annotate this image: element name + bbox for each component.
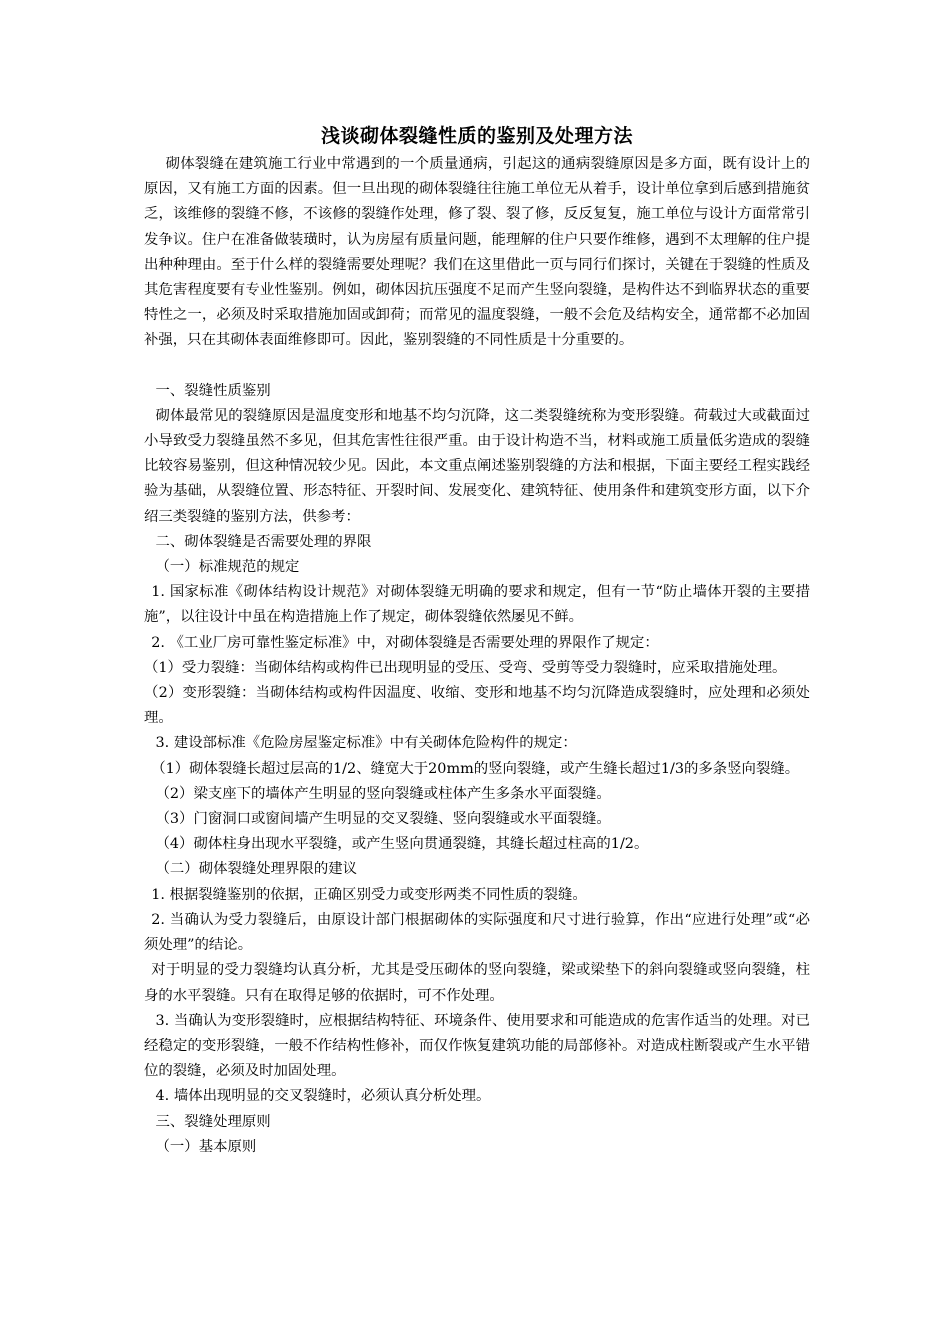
list-item: （1）受力裂缝：当砌体结构或构件已出现明显的受压、受弯、受剪等受力裂缝时，应采取措施处理。 xyxy=(144,659,787,676)
blank-line xyxy=(144,354,810,379)
list-item: （3）门窗洞口或窗间墙产生明显的交叉裂缝、竖向裂缝或水平面裂缝。 xyxy=(155,811,611,828)
section-heading-1: 一、裂缝性质鉴别 xyxy=(155,382,271,399)
list-item: 1. 国家标准《砌体结构设计规范》对砌体裂缝无明确的要求和规定，但有一节“防止墙体开裂的主要措施”，以往设计中虽在构造措施上作了规定，砌体裂缝依然屡见不鲜。 xyxy=(144,584,810,626)
list-item: （2）变形裂缝：当砌体结构或构件因温度、收缩、变形和地基不均匀沉降造成裂缝时，应处理和必须处理。 xyxy=(144,685,810,727)
list-item: 2. 《工业厂房可靠性鉴定标准》中，对砌体裂缝是否需要处理的界限作了规定： xyxy=(151,634,659,651)
section-heading-3: 三、裂缝处理原则 xyxy=(155,1113,271,1130)
list-item: （1）砌体裂缝长超过层高的1/2、缝宽大于20mm的竖向裂缝，或产生缝长超过1/3的多条竖向裂缝。 xyxy=(151,760,800,777)
intro-paragraph: 砌体裂缝在建筑施工行业中常遇到的一个质量通病，引起这的通病裂缝原因是多方面，既有设计上的原因，又有施工方面的因素。但一旦出现的砌体裂缝往往施工单位无从着手，设计单位拿到后感到措施贫乏，该维修的裂缝不修，不该修的裂缝作处理，修了裂、裂了修，反反复复，施工单位与设计方面常常引发争议。住户在准备做装璜时，认为房屋有质量问题，能理解的住户只要作维修，遇到不太理解的住户提出种种理由。至于什么样的裂缝需要处理呢？我们在这里借此一页与同行们探讨，关键在于裂缝的性质及其危害程度要有专业性鉴别。例如，砌体因抗压强度不足而产生竖向裂缝，是构件达不到临界状态的重要特性之一，必须及时采取措施加固或卸荷；而常见的温度裂缝，一般不会危及结构安全，通常都不必加固补强，只在其砌体表面维修即可。因此，鉴别裂缝的不同性质是十分重要的。 xyxy=(144,156,810,349)
subsection-heading: （一）标准规范的规定 xyxy=(155,559,300,576)
subsection-heading: （二）砌体裂缝处理界限的建议 xyxy=(155,861,357,878)
body-paragraph: 对于明显的受力裂缝均认真分析，尤其是受压砌体的竖向裂缝，梁或梁垫下的斜向裂缝或竖向裂缝，柱身的水平裂缝。只有在取得足够的依据时，可不作处理。 xyxy=(144,962,810,1004)
list-item: 2. 当确认为受力裂缝后，由原设计部门根据砌体的实际强度和尺寸进行验算，作出“应进行处理”或“必须处理”的结论。 xyxy=(144,911,810,954)
list-item: （4）砌体柱身出现水平裂缝，或产生竖向贯通裂缝，其缝长超过柱高的1/2。 xyxy=(155,836,649,853)
document-title: 浅谈砌体裂缝性质的鉴别及处理方法 xyxy=(320,125,633,147)
list-item: 1. 根据裂缝鉴别的依据，正确区别受力或变形两类不同性质的裂缝。 xyxy=(151,886,587,903)
list-item: 4. 墙体出现明显的交叉裂缝时，必须认真分析处理。 xyxy=(155,1088,491,1105)
list-item: （2）梁支座下的墙体产生明显的竖向裂缝或柱体产生多条水平面裂缝。 xyxy=(155,785,611,802)
list-item: 3. 建设部标准《危险房屋鉴定标准》中有关砌体危险构件的规定： xyxy=(155,735,577,752)
subsection-heading: （一）基本原则 xyxy=(155,1138,257,1155)
body-paragraph: 砌体最常见的裂缝原因是温度变形和地基不均匀沉降，这二类裂缝统称为变形裂缝。荷载过大或截面过小导致受力裂缝虽然不多见，但其危害性往很严重。由于设计构造不当，材料或施工质量低劣造成的裂缝比较容易鉴别，但这种情况较少见。因此，本文重点阐述鉴别裂缝的方法和根据，下面主要经工程实践经验为基础，从裂缝位置、形态特征、开裂时间、发展变化、建筑特征、使用条件和建筑变形方面，以下介绍三类裂缝的鉴别方法，供参考： xyxy=(144,407,810,525)
document-page xyxy=(144,120,810,1160)
section-heading-2: 二、砌体裂缝是否需要处理的界限 xyxy=(155,533,372,550)
list-item: 3. 当确认为变形裂缝时，应根据结构特征、环境条件、使用要求和可能造成的危害作适当的处理。对已经稳定的变形裂缝，一般不作结构性修补，而仅作恢复建筑功能的局部修补。对造成柱断裂或产生水平错位的裂缝，必须及时加固处理。 xyxy=(144,1012,810,1080)
